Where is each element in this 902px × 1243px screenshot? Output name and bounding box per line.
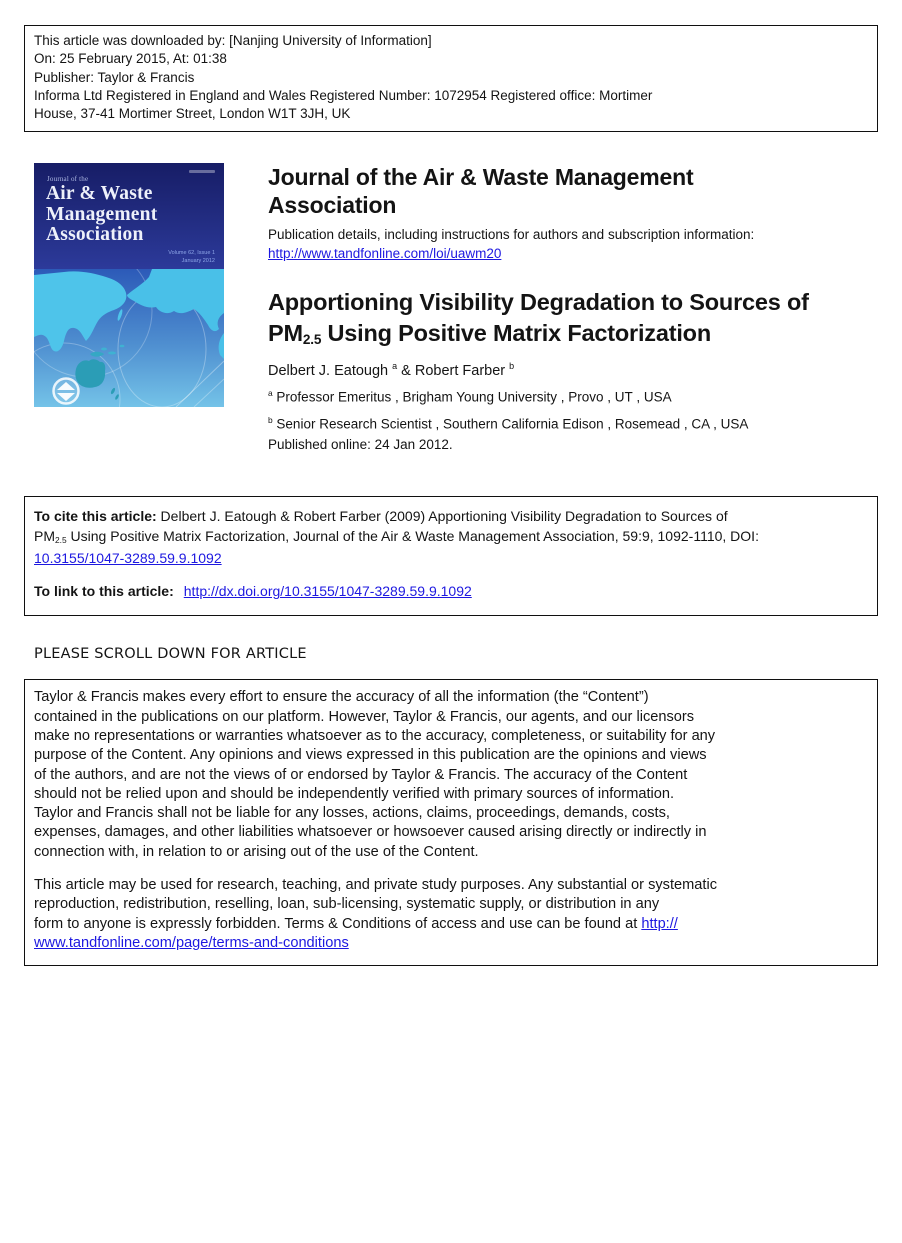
cite-paragraph <box>34 506 865 568</box>
affiliation-a-superscript: a <box>268 388 273 399</box>
cite-pm: PM <box>34 528 55 545</box>
download-notice-box: This article was downloaded by: [Nanjing University of Information] On: 25 February 2015, At: 01:38 Publisher: Taylor & Francis Informa Ltd Registered in England and Wales Registered Number: 1072954 Registered office: Mortimer House, 37-41 Mortimer Street, London W1T 3JH, UK <box>24 25 878 132</box>
cover-masthead-title: Air & Waste Management Association <box>46 183 158 246</box>
cite-label: To cite this article: <box>34 508 157 525</box>
article-title-pm-subscript: 2.5 <box>302 332 322 348</box>
terms-link-part-1[interactable]: http:// <box>641 915 678 932</box>
author-2-superscript: b <box>509 361 515 372</box>
link-paragraph <box>34 581 865 601</box>
doi-link[interactable]: 10.3155/1047-3289.59.9.1092 <box>34 550 222 567</box>
awma-diamond-logo-icon <box>54 379 79 404</box>
cite-text-1: Delbert J. Eatough & Robert Farber (2009) Apportioning Visibility Degradation to Sources of <box>156 508 728 525</box>
scroll-notice: PLEASE SCROLL DOWN FOR ARTICLE <box>34 646 307 663</box>
journal-homepage-link[interactable]: http://www.tandfonline.com/loi/uawm20 <box>268 246 502 262</box>
page <box>24 25 878 966</box>
disclaimer-p2-line3 <box>34 915 867 934</box>
affiliation-b-text: Senior Research Scientist , Southern California Edison , Rosemead , CA , USA <box>276 416 749 432</box>
author-joiner: & <box>397 363 415 380</box>
article-title-pm: PM <box>268 320 303 347</box>
terms-link-part-2[interactable]: www.tandfonline.com/page/terms-and-conditions <box>34 934 349 951</box>
author-1: Delbert J. Eatough <box>268 363 393 380</box>
disclaimer-p2-line4 <box>34 934 867 953</box>
cite-pm-subscript: 2.5 <box>55 535 67 546</box>
author-2: Robert Farber <box>414 363 510 380</box>
article-title-line2: Using Positive Matrix Factorization <box>321 320 711 347</box>
published-online: Published online: 24 Jan 2012. <box>268 437 453 453</box>
affiliation-a-text: Professor Emeritus , Brigham Young University , Provo , UT , USA <box>276 389 672 405</box>
journal-cover-image <box>34 163 224 407</box>
author-1-superscript: a <box>392 361 398 372</box>
journal-header <box>34 163 878 452</box>
journal-title: Journal of the Air & Waste Management Association <box>268 164 694 219</box>
disclaimer-paragraph-2 <box>34 876 867 953</box>
affiliation-b-superscript: b <box>268 414 273 425</box>
disclaimer-box <box>24 679 878 966</box>
article-url-link[interactable]: http://dx.doi.org/10.3155/1047-3289.59.9.1092 <box>183 583 472 600</box>
publication-details: Publication details, including instructions for authors and subscription information: <box>268 227 755 243</box>
cover-masthead-small: Journal of the <box>47 175 89 184</box>
disclaimer-paragraph-1: Taylor & Francis makes every effort to ensure the accuracy of all the information (the “Content”) contained in the publications on our platform. However, Taylor & Francis, our agents, and our licensors make no representations or warranties whatsoever as to the accuracy, completeness, or suitability for any purpose of the Content. Any opinions and views expressed in this publication are the opinions and views of the authors, and are not the views of or endorsed by Taylor & Francis. The accuracy of the Content should not be relied upon and should be independently verified with primary sources of information. Taylor and Francis shall not be liable for any losses, actions, claims, proceedings, demands, costs, expenses, damages, and other liabilities whatsoever or howsoever caused arising directly or indirectly in connection with, in relation to or arising out of the use of the Content. <box>34 689 716 860</box>
cite-text-2: Using Positive Matrix Factorization, Journal of the Air & Waste Management Association, 59:9, 1092-1110, DOI: <box>66 528 759 545</box>
article-title <box>268 287 868 352</box>
cover-volume-issue: Volume 62, Issue 1 January 2012 <box>168 250 215 264</box>
link-label: To link to this article: <box>34 583 174 600</box>
disclaimer-p2-line3-text: form to anyone is expressly forbidden. Terms & Conditions of access and use can be found at <box>34 915 642 932</box>
affiliation-b <box>268 412 868 433</box>
citation-box <box>24 496 878 616</box>
disclaimer-p2-line1: This article may be used for research, teaching, and private study purposes. Any substantial or systematic <box>34 876 717 893</box>
affiliation-a <box>268 385 868 406</box>
article-title-line1: Apportioning Visibility Degradation to Sources of <box>268 289 809 316</box>
header-text-column <box>268 163 868 452</box>
authors-line <box>268 361 868 379</box>
disclaimer-p2-line2: reproduction, redistribution, reselling, loan, sub-licensing, systematic supply, or distribution in any <box>34 896 660 913</box>
